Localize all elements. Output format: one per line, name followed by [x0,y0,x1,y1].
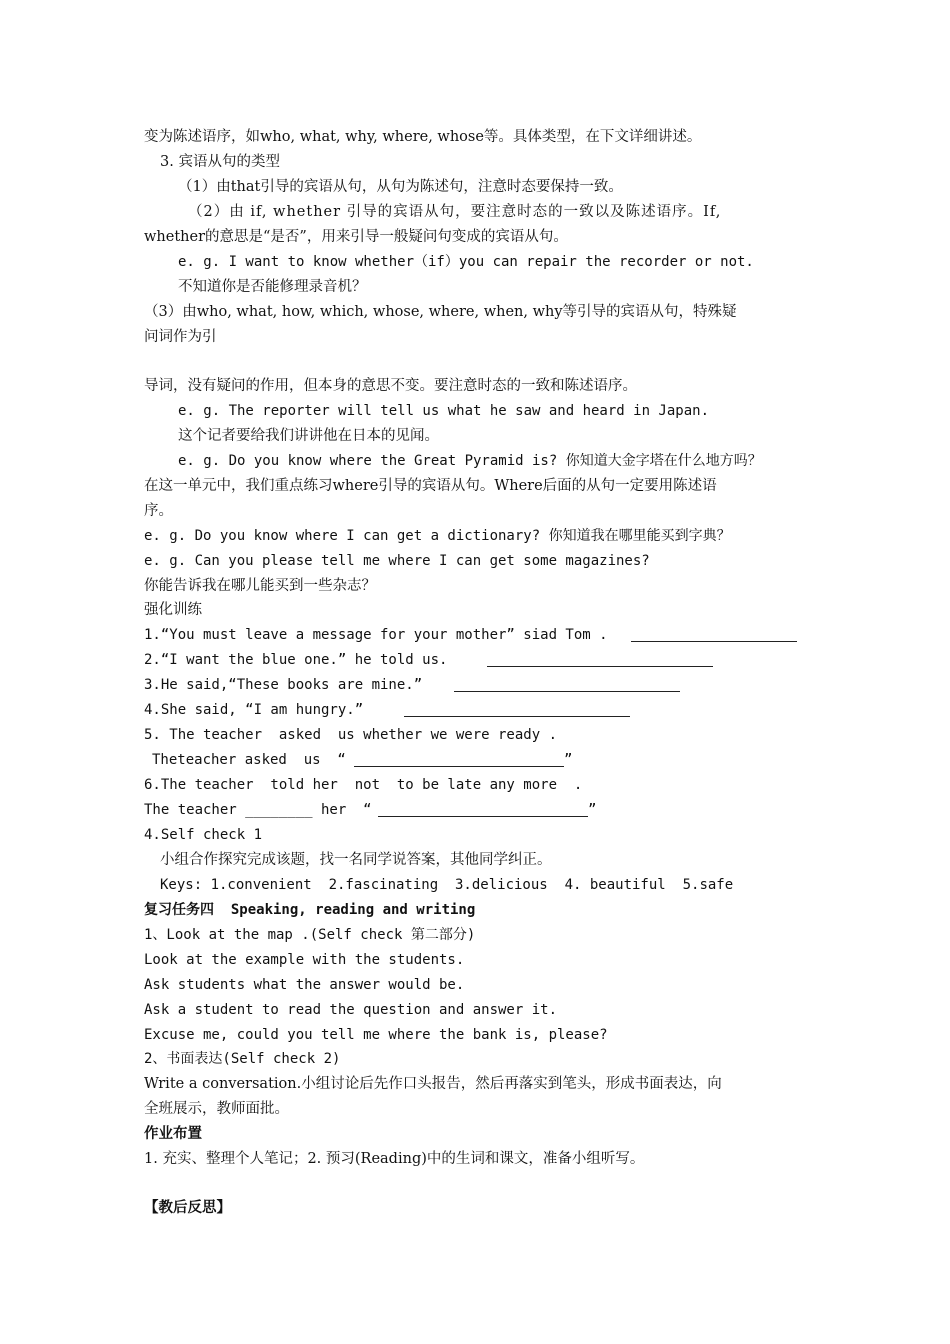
exercise-item: 3.He said,“These books are mine.” [144,677,423,693]
example-sentence: e. g. The reporter will tell us what he saw and heard in Japan. [178,403,710,419]
closing-quote: ” [588,802,597,818]
answer-blank[interactable] [378,802,588,817]
text-line: （1）由that引导的宾语从句，从句为陈述句，注意时态要保持一致。 [178,179,623,195]
text-line: 全班展示，教师面批。 [144,1101,289,1117]
text-line: 变为陈述语序，如who, what, why, where, whose等。具体类型，在下文详细讲述。 [144,129,702,145]
text-line: 导词，没有疑问的作用，但本身的意思不变。要注意时态的一致和陈述语序。 [144,378,637,394]
answer-blank[interactable] [631,627,797,642]
text-line: Excuse me, could you tell me where the bank is, please? [144,1027,608,1043]
section-heading: 3. 宾语从句的类型 [160,154,280,170]
text-line: 1、Look at the map .(Self check 第二部分) [144,927,476,943]
text-line: 序。 [144,503,173,519]
exercise-heading: 强化训练 [144,602,202,618]
section-heading: 作业布置 [144,1125,202,1142]
section-heading: 2、书面表达(Self check 2) [144,1051,341,1067]
exercise-item: 4.She said, “I am hungry.” [144,702,364,718]
exercise-item: Theteacher asked us “ [152,752,346,768]
answer-blank[interactable] [454,677,680,692]
answer-blank[interactable] [354,752,564,767]
example-sentence: e. g. Can you please tell me where I can get some magazines? [144,553,650,569]
translation: 你能告诉我在哪儿能买到一些杂志？ [144,578,376,594]
exercise-item: The teacher ________ her “ [144,802,372,818]
text-line: Look at the example with the students. [144,952,465,968]
section-heading: 【教后反思】 [144,1199,231,1216]
closing-quote: ” [564,752,573,768]
answer-keys: Keys: 1.convenient 2.fascinating 3.delicious 4. beautiful 5.safe [160,877,734,893]
text-line: 小组合作探究完成该题，找一名同学说答案，其他同学纠正。 [160,852,552,868]
text-line: （3）由who, what, how, which, whose, where, when, why等引导的宾语从句，特殊疑 [144,304,737,320]
text-line: 1. 充实、整理个人笔记；2. 预习(Reading)中的生词和课文，准备小组听写。 [144,1151,645,1167]
answer-blank[interactable] [404,702,630,717]
exercise-item: 6.The teacher told her not to be late any more . [144,777,583,793]
text-line: whether的意思是“是否”，用来引导一般疑问句变成的宾语从句。 [144,229,568,245]
example-sentence: e. g. I want to know whether（if）you can repair the recorder or not. [178,254,754,270]
text-line: Write a conversation.小组讨论后先作口头报告，然后再落实到笔头，形成书面表达，向 [144,1076,722,1092]
text-line: 在这一单元中，我们重点练习where引导的宾语从句。Where后面的从句一定要用陈述语 [144,478,717,494]
text-line: Ask students what the answer would be. [144,977,465,993]
exercise-item: 5. The teacher asked us whether we were ready . [144,727,558,743]
text-line: 问词作为引 [144,329,217,345]
exercise-item: 2.“I want the blue one.” he told us. [144,652,448,668]
translation: 这个记者要给我们讲讲他在日本的见闻。 [178,428,439,444]
section-heading: 复习任务四 Speaking, reading and writing [144,902,476,918]
example-sentence: e. g. Do you know where I can get a dictionary? 你知道我在哪里能买到字典？ [144,528,731,544]
example-sentence: e. g. Do you know where the Great Pyramid is? 你知道大金字塔在什么地方吗？ [178,453,762,469]
exercise-item: 1.“You must leave a message for your mother” siad Tom . [144,627,608,643]
text-line: （2）由 if, whether 引导的宾语从句，要注意时态的一致以及陈述语序。If, [188,204,722,220]
text-line: Ask a student to read the question and answer it. [144,1002,558,1018]
answer-blank[interactable] [487,652,713,667]
section-heading: 4.Self check 1 [144,827,263,843]
translation: 不知道你是否能修理录音机？ [178,279,367,295]
